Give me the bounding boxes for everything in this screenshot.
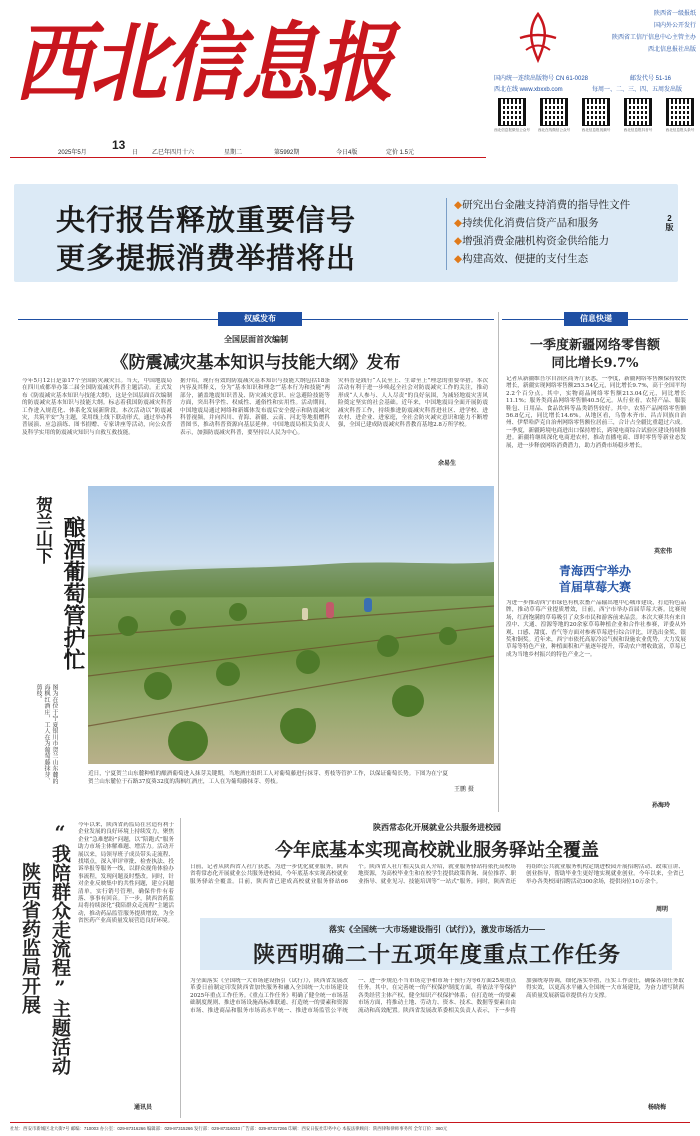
info-line: 西北信息报社出版 — [647, 47, 696, 53]
authority-article — [18, 312, 494, 474]
qr-label: 西北信息报视频号 — [581, 128, 611, 132]
qr-label: 西北信息报头条号 — [665, 128, 695, 132]
column-rule — [180, 818, 181, 1118]
diamond-bullet-icon: ◆ — [454, 217, 463, 229]
diamond-bullet-icon: ◆ — [454, 199, 463, 211]
date-day: 13 — [112, 138, 126, 152]
article-kicker: 落实《全国统一大市场建设指引（试行）》，激发市场活力—— — [329, 925, 545, 934]
employment-article — [186, 822, 688, 912]
website-link[interactable]: 西北在线 www.xbxxb.com — [494, 87, 563, 93]
photo-feature — [14, 484, 494, 810]
column-rule — [498, 312, 499, 812]
info-line: 陕西省工信厅信息中心主管主办 — [611, 35, 696, 41]
section-tag: 信息快递 — [564, 312, 628, 326]
qr-row — [494, 98, 698, 144]
info-line: 国内外公开发行 — [653, 23, 696, 29]
qr-code-icon[interactable] — [582, 98, 610, 126]
logo-emblem-icon — [508, 8, 568, 68]
banner-bullet — [454, 214, 654, 232]
byline: 通讯员 — [134, 1104, 153, 1111]
date-lunar: 乙巳年四月十六 — [152, 150, 195, 156]
story-title[interactable]: 同比增长9.7% — [551, 356, 639, 371]
banner-bullet — [454, 196, 654, 214]
vineyard-photo[interactable] — [88, 486, 494, 764]
tag-rule — [628, 319, 688, 320]
tag-rule — [302, 319, 494, 320]
page-count: 今日4版 — [336, 150, 358, 156]
article-column: 灾科普是践行“人民至上、生命至上”理念的重要举措。本次活动有利于进一步唤起全社会对防震减灾工作的关注，推动形成“人人参与、人人尽责”的良好氛围，为减轻地震灾害风险奠定坚实的社会基础。近年来，中国地震局全面开展防震减灾科普工作，持续推进防震减灾科普进社区、进学校、进农村、进企业、进家庭，全社会防灾减灾意识和能力不断增强，全国已建成防震减灾科普教育基地2.8万所学校。 — [338, 378, 488, 429]
story-title[interactable]: 一季度新疆网络零售额 — [529, 338, 660, 353]
newspaper-title: 西北信息报 — [14, 13, 392, 114]
publisher-info — [586, 8, 696, 56]
bullet-text: 构建高效、便捷的支付生态 — [462, 253, 589, 265]
article-body: 为全面落实《全国统一大市场建设指引（试行）》，陕西省发展改革委日前制定印发陕西省加快服务和融入全国统一大市场建设2025年重点工作任务。《重点工作任务》明确了健全统一市场基础制度规则、推进市场设施高标准联通、打造统一的要素和资源市场、推进商品和服务市场高水平统一、推进市场监管公平统一、进一步规范不当市场竞争和市场干预行为等6方面25项重点任务。其中，在完善统一的产权保护制度方面，将依法平等保护各类经营主体产权，健全知识产权保护体系；在打造统一的要素市场方面，将推动土地、劳动力、资本、技术、数据等要素自由流动和高效配置。陕西省发展改革委相关负责人表示，下一步将加强统筹协调，细化落实举措，压实工作责任，确保各项任务取得实效，以更高水平融入全国统一大市场建设，为奋力谱写陕西高质量发展新篇章提供有力支撑。 — [190, 978, 684, 1014]
qr-label: 西北信息报抖音号 — [623, 128, 653, 132]
article-title[interactable]: 今年底基本实现高校就业服务驿站全覆盖 — [275, 840, 599, 861]
article-kicker: 陕西常态化开展就业公共服务进校园 — [373, 823, 501, 832]
qr-code-icon[interactable] — [540, 98, 568, 126]
lead-banner[interactable] — [14, 184, 678, 282]
market-article — [186, 918, 688, 1116]
tag-rule — [502, 319, 564, 320]
vineyard-scene-icon — [88, 486, 494, 764]
article-column: 据介绍，现行有效的防震减灾基本知识与技能大纲包括18条内容及其释义，分为“基本知识和理念”“基本行为和技能”两部分，涵盖地震知识普及、防灾减灾意识、应急避险技能等方面，突出科学性、权威性、通俗性和实用性。活动期间，中国地震局通过网络和新媒体发布震后安全提示和防震减灾科普视频，并向四川、青海、新疆、云南、河北等地捐赠科普图书，推动科普资源向基层延伸。中国地震局相关负责人表示，加强防震减灾科普，要坚持以人民为中心。 — [180, 378, 330, 436]
campaign-title-1[interactable]: “我陪群众走流程”主题活动 — [49, 822, 71, 1075]
date-weekday: 星期二 — [224, 150, 243, 156]
story-title[interactable]: 青海西宁举办 — [558, 564, 631, 578]
byline: 英宏伟 — [654, 548, 673, 555]
date-day-suffix: 日 — [132, 150, 139, 156]
qr-label: 西北在线微信公众号 — [537, 128, 571, 132]
banner-bullet — [454, 250, 654, 268]
article-body: 日前，记者从陕西省人社厅获悉，为进一步优化就业服务，陕西省将常态化开展就业公共服务进校园，今年底基本实现高校就业服务驿站全覆盖。目前，陕西省已建成高校就业服务驿站66个。陕西省人社厅相关负责人介绍，就业服务驿站将依托高校场地资源，为高校毕业生和在校学生提供政策咨询、岗位推荐、职业指导、就业见习、技能培训等“一站式”服务。同时，陕西省还将组织公共就业服务机构定期进校园开展招聘活动、政策宣讲、创业指导，帮助毕业生更好地实现就业创业。今年以来，全省已举办各类校园招聘活动300余场，提供岗位10万余个。 — [190, 864, 684, 885]
story-body: 记者从新疆维吾尔自治区商务厅获悉，一季度，新疆网络零售额保持较快增长，新疆实现网络零售额253.54亿元，同比增长9.7%，高于全国平均2.2个百分点。其中，实物商品网络零售额213.04亿元，同比增长11.1%；服务类商品网络零售额40.5亿元。从行业看，农特产品、服装鞋包、日用品、食品饮料等品类销售较好。其中，农特产品网络零售额56.8亿元，同比增长14.6%。从地区看，乌鲁木齐市、昌吉回族自治州、伊犁哈萨克自治州网络零售额位居前三，合计占全疆比重超过六成。一季度，新疆跨境电商进出口保持增长，跨境电商综合试验区建设持续推进。新疆将继续深化电商进农村，推动直播电商、即时零售等新业态发展，进一步释放网络消费潜力，助力消费市场稳步增长。 — [506, 376, 686, 449]
qr-code-icon[interactable] — [624, 98, 652, 126]
footer-rule — [10, 1122, 690, 1123]
diamond-bullet-icon: ◆ — [454, 253, 463, 265]
diamond-bullet-icon: ◆ — [454, 235, 463, 247]
photo-title-1: 贺兰山下 — [32, 496, 52, 564]
banner-bullet — [454, 232, 654, 250]
story-title[interactable]: 首届草莓大赛 — [558, 580, 631, 594]
cn-info: 国内统一连续出版物号 CN 61-0028 — [494, 76, 589, 82]
bullet-text: 研究出台金融支持消费的指导性文件 — [462, 199, 631, 211]
banner-divider — [446, 198, 447, 270]
date-year-month: 2025年5月 — [58, 150, 87, 156]
info-line: 陕西省一级报纸 — [653, 11, 696, 17]
section-tag: 权威发布 — [218, 312, 302, 326]
photo-side-caption: 图为在位于宁夏银川市贺兰山东麓的海枫红酒庄，工人在为葡萄藤抹芽、剪枝。 — [35, 684, 58, 784]
masthead — [0, 0, 700, 146]
news-flash-column — [502, 312, 688, 810]
banner-headline-1: 央行报告释放重要信号 — [56, 203, 357, 237]
issue-number: 第5992期 — [274, 150, 300, 156]
banner-headline-2: 更多提振消费举措将出 — [56, 241, 357, 275]
article-title[interactable]: 《防震减灾基本知识与技能大纲》发布 — [111, 353, 401, 373]
price: 定价 1.5元 — [386, 150, 415, 156]
photo-title-2: 酿酒葡萄管护忙 — [60, 516, 86, 670]
tag-rule — [18, 319, 218, 320]
byline: 孙海玲 — [652, 802, 671, 809]
article-title[interactable]: 陕西明确二十五项年度重点工作任务 — [252, 942, 621, 968]
footer-info: 社址：西安市新城区北大街7号 邮编：710003 办公室：029-87316266 编辑部：029-87315266 发行部：029-87316033 广告部：029-87317266 印刷：西安日报社印务中心 本报法律顾问：陕西律和律师事务所 全年订价：360元 — [10, 1126, 448, 1131]
postal-info: 邮发代号 51-16 — [630, 76, 672, 82]
byline: 余易生 — [438, 460, 457, 467]
campaign-article — [14, 818, 176, 1120]
qr-label: 西北信息报微信公众号 — [494, 128, 530, 132]
byline: 周明 — [656, 906, 669, 913]
photographer: 王鹏 摄 — [454, 786, 474, 793]
qr-code-icon[interactable] — [498, 98, 526, 126]
bullet-text: 增强消费金融机构资金供给能力 — [462, 235, 610, 247]
article-column: 今年5月12日是第17个全国防灾减灾日。当天，中国地震局在四川成都举办第二届全国防震减灾科普主题活动。正式发布《防震减灾基本知识与技能大纲》，这是全国层面首次编制的防震减灾基本知识与技能大纲。标志着我国防震减灾科普工作进入规范化、体系化发展新阶段。本次活动以“防震减灾，共筑平安”为主题，采用线上线下联动形式，通过举办科普展演、应急演练、图书捐赠、专家讲座等活动，向公众普及科学实用的防震减灾知识与自救互救技能。 — [22, 378, 172, 436]
banner-bullets — [454, 196, 654, 268]
schedule-info: 每周一、二、三、四、五周发出版 — [592, 87, 683, 93]
qr-code-icon[interactable] — [666, 98, 694, 126]
story-body: 为进一步推动西宁市绿色有机农畜产品输出地中心城市建设，打造特色品牌，推动草莓产业提质增效，日前，西宁市举办首届草莓大赛。比赛现场，红润饱满的草莓吸引了众多市民和游客前来品尝。本次大赛共有来自湟中、大通、湟源等地的20余家草莓种植企业和合作社参赛，评委从外观、口感、甜度、香气等方面对参赛草莓进行综合评比，评选出金奖、银奖和铜奖。近年来，西宁市依托高原冷凉气候和设施农业优势，大力发展草莓等特色产业，种植面积和产量逐年提升，带动农户增收致富，草莓已成为当地乡村振兴的特色产业之一。 — [506, 600, 686, 658]
article-subtitle: 全国层面首次编制 — [224, 335, 288, 344]
campaign-body: 今年以来，陕西省药监局在营造有利于企业发展的良好环境上持续发力，聚焦企业“急难愁盼”问题，以“陪跑式”服务助力市场主体解难题、增活力。活动开展以来，局领导班子成员带头走流程、找堵点，深入审评审批、检查执法、投诉举报等服务一线，以群众视角体验办事流程，发现问题及时整改。同时，针对企业反映集中的共性问题，建立问题清单，实行销号管理，确保件件有着落、事事有回音。下一步，陕西省药监局将持续深化“我陪群众走流程”主题活动，推动药品监管服务提质增效，为全省医药产业高质量发展营造良好环境。 — [78, 822, 174, 925]
byline: 杨晓梅 — [648, 1104, 667, 1111]
campaign-title-2[interactable]: 陕西省药监局开展 — [19, 862, 41, 1014]
dateline-bar — [10, 138, 486, 158]
bullet-text: 持续优化消费信贷产品和服务 — [462, 217, 599, 229]
banner-page-ref[interactable]: 2版 — [665, 214, 674, 231]
photo-caption: 近日，宁夏贺兰山东麓种植的酿酒葡萄进入抹芽关键期，当地酒庄组织工人对葡萄藤进行抹芽、剪枝等管护工作，以保证葡萄长势。下图为在宁夏贺兰山东麓位于石路37度葵32度的海枫红酒庄，工人在为葡萄藤抹芽、剪枝。 — [88, 771, 448, 785]
